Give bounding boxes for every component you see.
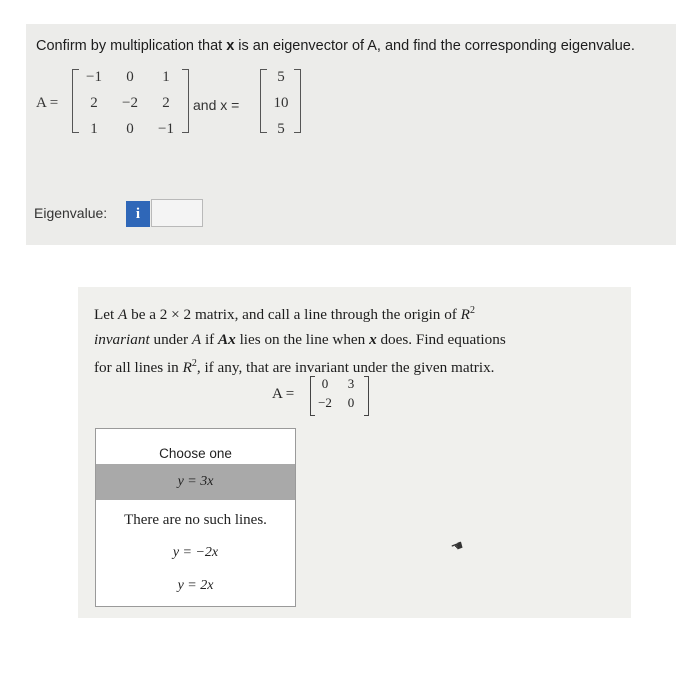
vector-cell: 5 [277, 69, 285, 85]
matrix-a-label: A = [272, 386, 295, 402]
matrix-a-label: A = [36, 95, 59, 111]
matrix-cell: 1 [162, 69, 170, 85]
invariant-lines-question-panel [78, 287, 631, 618]
matrix-cell: −1 [158, 121, 174, 137]
mouse-pointer-icon: ☚ [448, 536, 466, 556]
eigenvalue-input[interactable] [151, 199, 203, 227]
matrix-cell: −2 [122, 95, 138, 111]
matrix-cell: 0 [126, 121, 134, 137]
and-x-label: and x = [193, 97, 240, 113]
matrix-cell: 0 [347, 395, 355, 410]
right-bracket [364, 376, 369, 416]
info-icon[interactable]: i [126, 201, 150, 227]
option-no-such-lines[interactable]: There are no such lines. [124, 512, 267, 528]
question-text: Confirm by multiplication that x is an eigenvector of A, and find the corresponding eigenvalue. [36, 38, 635, 54]
option-y-equals-3x[interactable]: y = 3x [96, 464, 295, 500]
matrix-cell: 2 [90, 95, 98, 111]
matrix-cell: 2 [162, 95, 170, 111]
vector-cell: 5 [277, 121, 285, 137]
matrix-cell: 0 [126, 69, 134, 85]
matrix-cell: 0 [321, 376, 329, 391]
option-y-equals-minus-2x[interactable]: y = −2x [172, 545, 219, 560]
matrix-cell: 3 [347, 376, 355, 391]
choose-one-label: Choose one [159, 446, 232, 461]
matrix-cell: −2 [318, 395, 332, 410]
eigenvalue-label: Eigenvalue: [34, 205, 108, 221]
eigenvector-question-panel [26, 24, 676, 245]
question-text: Let A be a 2 × 2 matrix, and call a line through the origin of $R^2$ invariant under A if Ax lies on the line when x does. Find equations for all lines in $R^2$, if any, that are invariant under the given matrix. [94, 305, 506, 377]
matrix-cell: −1 [86, 69, 102, 85]
option-y-equals-2x[interactable]: y = 2x [177, 578, 214, 593]
matrix-cell: 1 [90, 121, 98, 137]
vector-cell: 10 [273, 95, 289, 111]
choose-one-dropdown[interactable] [95, 428, 296, 607]
